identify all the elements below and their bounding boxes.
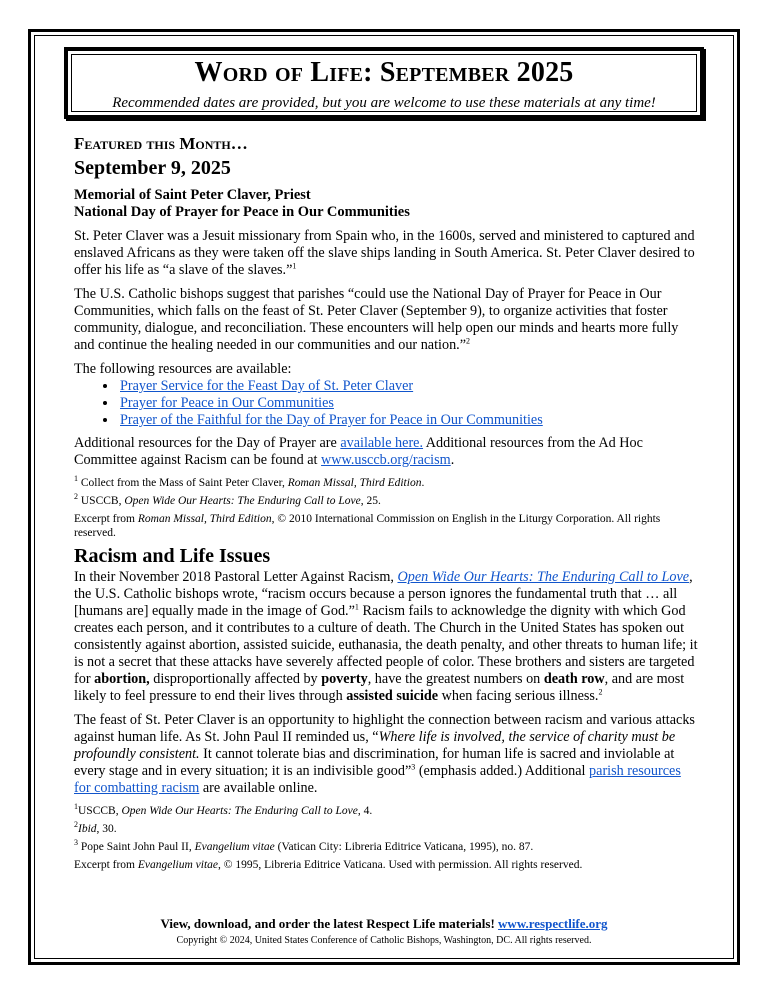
body-text: disproportionally affected by	[149, 671, 322, 687]
footnote	[74, 494, 698, 508]
footnote-title: Ibid	[78, 823, 97, 835]
footer-message	[0, 916, 768, 932]
list-item	[118, 395, 698, 412]
excerpt-text: Excerpt from	[74, 513, 138, 525]
excerpt-text: , © 1995, Libreria Editrice Vaticana. Used with permission. All rights reserved.	[218, 859, 583, 871]
footnote-number: 2	[74, 820, 78, 830]
resource-link-prayer-for-peace[interactable]: Prayer for Peace in Our Communities	[120, 395, 334, 411]
excerpt-title: Evangelium vitae	[137, 859, 219, 871]
footnote-ref: 3	[411, 762, 416, 772]
excerpt-notice	[74, 858, 698, 872]
date-heading: September 9, 2025	[74, 157, 231, 179]
footnote-number: 2	[74, 492, 78, 502]
list-item	[118, 412, 698, 429]
footnote-title: Evangelium vitae	[194, 841, 275, 853]
page-footer	[0, 916, 768, 946]
footnote	[74, 822, 698, 836]
footnote-text: USCCB,	[78, 805, 122, 817]
footnote-number: 1	[74, 474, 78, 484]
body-text: , and are most likely to feel pressure to end their lives through	[74, 671, 685, 704]
section-heading: Racism and Life Issues	[74, 545, 271, 567]
main-content	[74, 129, 698, 880]
feast-paragraph	[74, 712, 698, 797]
memorial-line-2: National Day of Prayer for Peace in Our Communities	[74, 204, 410, 220]
footnote	[74, 476, 698, 490]
copyright-notice: Copyright © 2024, United States Conference of Catholic Bishops, Washington, DC. All rights reserved.	[176, 935, 592, 946]
footnote-text: Collect from the Mass of Saint Peter Claver,	[80, 477, 288, 489]
body-text: The feast of St. Peter Claver is an opportunity to highlight the connection between racism and various attacks against human life. As St. John Paul II reminded us, “	[74, 712, 695, 745]
footnote-ref: 1	[292, 261, 297, 271]
footnote-text: USCCB,	[80, 495, 125, 507]
additional-resources-paragraph	[74, 435, 698, 469]
featured-label: Featured this Month…	[74, 134, 248, 153]
memorial-line-1: Memorial of Saint Peter Claver, Priest	[74, 187, 311, 203]
body-text: It cannot tolerate bias and discrimination, for human life is sacred and inviolable at every stage and in every situation; it is an indivisible good”	[74, 746, 675, 779]
respectlife-link[interactable]: www.respectlife.org	[498, 916, 608, 931]
page-title: Word of Life: September 2025	[194, 57, 574, 88]
resource-link-prayer-service[interactable]: Prayer Service for the Feast Day of St. Peter Claver	[120, 378, 414, 394]
intro-paragraph	[74, 228, 698, 279]
bold-term: death row	[543, 671, 605, 687]
open-wide-our-hearts-link[interactable]: Open Wide Our Hearts: The Enduring Call to Love	[397, 569, 690, 585]
excerpt-text: Excerpt from	[74, 859, 138, 871]
resources-intro: The following resources are available:	[74, 361, 292, 377]
resources-list	[74, 378, 698, 429]
footnote	[74, 804, 698, 818]
bishops-text: The U.S. Catholic bishops suggest that parishes “could use the National Day of Prayer for Peace in Our Communities, which falls on the feast of St. Peter Claver (September 9), to organize activities that foster community, dialogue, and reconciliation. These encounters will help open our minds and hearts more fully and continue the healing needed in our communities and our nation.”	[74, 286, 679, 353]
footnote-number: 3	[74, 838, 78, 848]
title-box	[64, 47, 704, 119]
footnote-title: Open Wide Our Hearts: The Enduring Call to Love	[121, 805, 358, 817]
footnote	[74, 840, 698, 854]
footnote-text: .	[421, 477, 425, 489]
footnote-ref: 2	[598, 687, 603, 697]
additional-text: Additional resources from the Ad Hoc Committee against Racism can be found at	[74, 435, 643, 468]
body-text: are available online.	[199, 780, 318, 796]
resource-link-prayer-of-faithful[interactable]: Prayer of the Faithful for the Day of Prayer for Peace in Our Communities	[120, 412, 543, 428]
footnote-title: Roman Missal, Third Edition	[287, 477, 422, 489]
body-text: Racism fails to acknowledge the dignity with which God creates each person, and it contributes to a culture of death. The Church in the United States has spoken out consistently against abortion, assisted suicide, euthanasia, the death penalty, and other threats to human life; it is not a secret that these attacks have severely affected people of color. These brothers and sisters are targeted for	[74, 603, 698, 687]
body-text: , the U.S. Catholic bishops wrote, “racism occurs because a person ignores the fundamental truth that … all [humans are] equally made in the image of God.”	[74, 569, 693, 619]
intro-text: St. Peter Claver was a Jesuit missionary from Spain who, in the 1600s, served and ministered to captured and enslaved Africans as they were taken off the slave ships landing in South America. St. Peter Claver desired to offer his life as “a slave of the slaves.”	[74, 228, 695, 278]
bold-term: poverty	[321, 671, 368, 687]
footer-text: View, download, and order the latest Respect Life materials!	[160, 916, 499, 931]
footnote-text: , 4.	[357, 805, 373, 817]
list-item	[118, 378, 698, 395]
body-text: In their November 2018 Pastoral Letter Against Racism,	[74, 569, 398, 585]
bold-term: abortion,	[94, 671, 150, 687]
body-text: when facing serious illness.	[438, 688, 599, 704]
footnote-text: , 25.	[360, 495, 381, 507]
footnote-text: , 30.	[96, 823, 117, 835]
footnote-ref: 2	[466, 336, 471, 346]
usccb-racism-link[interactable]: www.usccb.org/racism	[321, 452, 451, 468]
parish-resources-link[interactable]: parish resources for combatting racism	[74, 763, 681, 796]
additional-text: Additional resources for the Day of Prayer are	[74, 435, 341, 451]
additional-text: .	[450, 452, 455, 468]
quote-italic: Where life is involved, the service of charity must be profoundly consistent.	[74, 729, 676, 762]
racism-paragraph	[74, 569, 698, 705]
available-here-link[interactable]: available here.	[340, 435, 424, 451]
footnote-title: Open Wide Our Hearts: The Enduring Call to Love	[124, 495, 361, 507]
body-text: , have the greatest numbers on	[367, 671, 544, 687]
bishops-paragraph	[74, 286, 698, 354]
excerpt-title: Roman Missal, Third Edition	[137, 513, 272, 525]
excerpt-text: , © 2010 International Commission on English in the Liturgy Corporation. All rights reserved.	[74, 513, 661, 539]
footnote-ref: 1	[354, 602, 359, 612]
footnote-number: 1	[74, 802, 78, 812]
excerpt-notice	[74, 512, 698, 540]
bold-term: assisted suicide	[346, 688, 439, 704]
body-text: (emphasis added.) Additional	[415, 763, 590, 779]
page-subtitle: Recommended dates are provided, but you are welcome to use these materials at any time!	[112, 95, 656, 111]
footnote-text: Pope Saint John Paul II,	[80, 841, 195, 853]
memorial-heading	[74, 187, 698, 221]
footnote-text: (Vatican City: Libreria Editrice Vaticana, 1995), no. 87.	[274, 841, 534, 853]
